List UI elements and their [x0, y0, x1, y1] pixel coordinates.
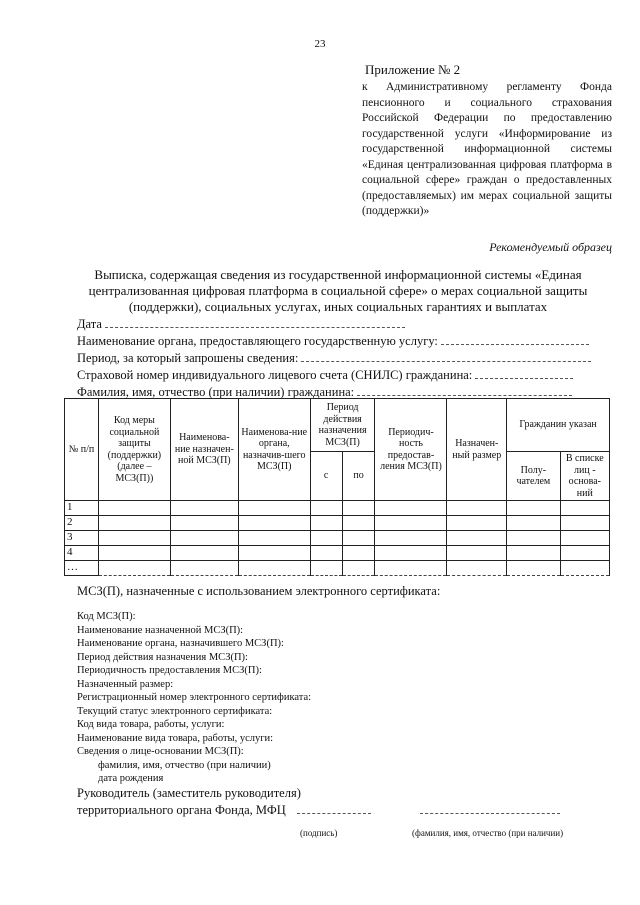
row-number: 3	[65, 531, 99, 546]
date-label: Дата	[77, 317, 102, 331]
header-name: Наименова-ние назначен-ной МСЗ(П)	[170, 399, 238, 501]
header-code: Код меры социальной защиты (поддержки) (далее – МСЗ(П))	[98, 399, 170, 501]
header-period-to: по	[342, 452, 375, 501]
signature-title-text: территориального органа Фонда, МФЦ	[77, 803, 286, 817]
appendix-text: к Административному регламенту Фонда пенсионного и социального страхования Российской Федерации по предоставлению государственной услуги «Информирование из государственной информационной системы «Единая централизованная цифровая платформа в социальной сфере» граждан о предоставленных (предоставляемых) им мерах социальной защиты (поддержки)»	[362, 81, 612, 217]
list-item: Назначенный размер:	[77, 678, 174, 690]
list-item: Регистрационный номер электронного сертификата:	[77, 692, 312, 703]
recommended-sample-label: Рекомендуемый образец	[489, 240, 612, 254]
header-period: Период действия назначения МСЗ(П)	[310, 399, 375, 452]
table-row	[65, 501, 610, 516]
table-row	[65, 516, 610, 531]
snils-line	[475, 369, 573, 379]
header-organ: Наименова-ние органа, назначив-шего МСЗ(П)	[238, 399, 310, 501]
header-num: № п/п	[65, 399, 99, 501]
list-sub-item: фамилия, имя, отчество (при наличии)	[98, 759, 271, 771]
certificate-section-title: МСЗ(П), назначенные с использованием электронного сертификата:	[77, 584, 441, 598]
period-line	[301, 352, 591, 362]
organ-field	[77, 334, 589, 349]
row-number: 2	[65, 516, 99, 531]
list-item: Наименование органа, назначившего МСЗ(П):	[77, 638, 284, 649]
signature-line	[297, 804, 371, 814]
signature-title-line1: Руководитель (заместитель руководителя)	[77, 786, 301, 800]
name-line	[420, 804, 560, 814]
period-label: Период, за который запрошены сведения:	[77, 351, 299, 365]
header-recipient: Полу-чателем	[507, 452, 560, 501]
table-row	[65, 561, 610, 576]
signature-title-line2	[77, 802, 560, 819]
signature-block	[77, 785, 560, 819]
list-item: Наименование вида товара, работы, услуги:	[77, 732, 274, 744]
name-caption: (фамилия, имя, отчество (при наличии)	[412, 828, 564, 838]
certificate-field-list	[77, 610, 311, 786]
page-number: 23	[314, 38, 326, 50]
list-item: Код МСЗ(П):	[77, 611, 136, 622]
organ-line	[441, 335, 589, 345]
row-number: 1	[65, 501, 99, 516]
fio-label: Фамилия, имя, отчество (при наличии) гражданина:	[77, 385, 355, 399]
list-item: Периодичность предоставления МСЗ(П):	[77, 665, 262, 676]
header-period-from: с	[310, 452, 342, 501]
snils-field	[77, 368, 573, 383]
signature-caption: (подпись)	[300, 828, 338, 838]
header-periodicity: Периодич-ность предостав-ления МСЗ(П)	[375, 399, 447, 501]
appendix-title: Приложение № 2	[365, 62, 461, 77]
table-row	[65, 531, 610, 546]
header-amount: Назначен-ный размер	[447, 399, 507, 501]
fio-line	[357, 386, 572, 396]
list-item: Текущий статус электронного сертификата:	[77, 705, 273, 717]
list-item: Сведения о лице-основании МСЗ(П):	[77, 746, 244, 757]
table-header-row	[65, 399, 610, 452]
snils-label: Страховой номер индивидуального лицевого счета (СНИЛС) гражданина:	[77, 368, 473, 382]
header-citizen: Гражданин указан	[507, 399, 610, 452]
organ-label: Наименование органа, предоставляющего государственную услугу:	[77, 334, 438, 348]
table-row	[65, 546, 610, 561]
period-field	[77, 351, 591, 366]
measures-table	[64, 398, 610, 576]
header-in-list: В списке лиц - основа-ний	[560, 452, 609, 501]
document-heading: Выписка, содержащая сведения из государственной информационной системы «Единая централизованная цифровая платформа в социальной сфере» о мерах социальной защиты (поддержки), социальных услугах, иных социальных гарантиях и выплатах	[88, 267, 588, 314]
date-field	[77, 317, 405, 332]
row-number: 4	[65, 546, 99, 561]
list-sub-item: дата рождения	[98, 773, 164, 784]
row-number: …	[65, 561, 99, 576]
date-line	[105, 318, 405, 328]
list-item: Наименование назначенной МСЗ(П):	[77, 624, 244, 636]
list-item: Код вида товара, работы, услуги:	[77, 719, 225, 730]
list-item: Период действия назначения МСЗ(П):	[77, 651, 248, 663]
